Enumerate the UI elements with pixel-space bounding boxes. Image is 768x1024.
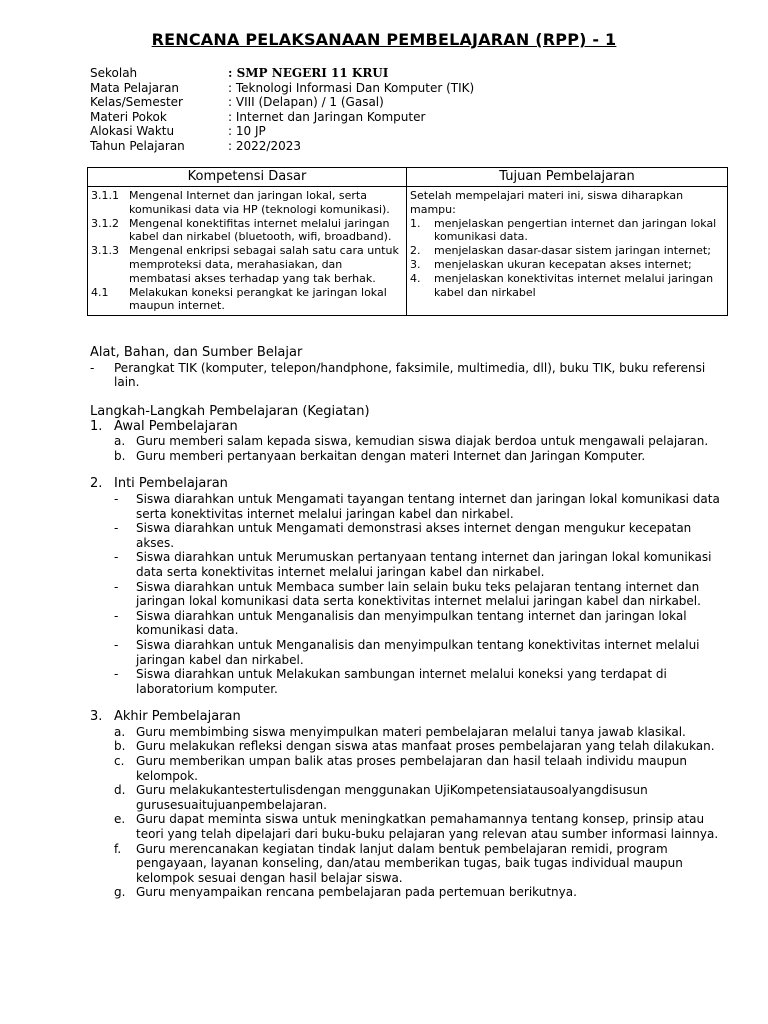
tp-intro: Setelah mempelajari materi ini, siswa diharapkan mampu: xyxy=(410,189,684,216)
list-text: Siswa diarahkan untuk Melakukan sambungan internet melalui koneksi yang terdapat di laboratorium komputer. xyxy=(136,667,667,696)
info-value: : 2022/2023 xyxy=(228,138,301,153)
list-text: Guru melakukantestertulisdengan menggunakan UjiKompetensiatausoalyangdisusun gurusesuaitujuanpembelajaran. xyxy=(136,783,648,812)
list-marker: g. xyxy=(114,885,126,900)
kd-number: 4.1 xyxy=(91,285,109,299)
alat-text: Perangkat TIK (komputer, telepon/handphone, faksimile, multimedia, dll), buku TIK, buku referensi lain. xyxy=(114,360,706,390)
list-marker: - xyxy=(114,521,119,536)
kd-item xyxy=(91,244,403,285)
awal-heading-text: Awal Pembelajaran xyxy=(114,418,238,434)
section-number: 3. xyxy=(90,709,103,725)
list-text: Siswa diarahkan untuk Menganalisis dan menyimpulkan tentang konektivitas internet melalui jaringan kabel dan nirkabel. xyxy=(136,637,700,667)
list-text: Siswa diarahkan untuk Mengamati demonstrasi akses internet dengan mengukur kecepatan akses. xyxy=(136,521,692,550)
info-row-sekolah xyxy=(90,66,474,81)
alat-item xyxy=(90,361,730,390)
section-number: 2. xyxy=(90,476,103,492)
list-item xyxy=(90,842,730,886)
info-row-materi xyxy=(90,110,474,125)
info-row-tahun xyxy=(90,139,474,154)
list-text: Guru memberi salam kepada siswa, kemudian siswa diajak berdoa untuk mengawali pelajaran. xyxy=(136,434,709,449)
tp-item xyxy=(410,217,724,245)
list-text: Siswa diarahkan untuk Merumuskan pertanyaan tentang internet dan jaringan lokal komunikasi data serta konektivitas internet melalui jaringan kabel dan nirkabel. xyxy=(136,550,712,579)
list-text: Guru melakukan refleksi dengan siswa atas manfaat proses pembelajaran yang telah dilakukan. xyxy=(136,739,715,754)
alat-heading-text: Alat, Bahan, dan Sumber Belajar xyxy=(90,345,303,360)
list-item xyxy=(90,434,730,449)
kd-text: Mengenal konektifitas internet melalui jaringan kabel dan nirkabel (bluetooth, wifi, broadband). xyxy=(129,216,392,244)
awal-heading xyxy=(90,420,730,435)
info-value: : VIII (Delapan) / 1 (Gasal) xyxy=(228,95,384,110)
list-marker: a. xyxy=(114,724,126,739)
list-item xyxy=(90,667,730,696)
list-marker: - xyxy=(114,667,119,682)
list-marker: d. xyxy=(114,783,126,798)
inti-heading xyxy=(90,477,730,492)
list-text: Guru merencanakan kegiatan tindak lanjut dalam bentuk pembelajaran remidi, program pengayaan, layanan konseling, dan/atau memberikan tugas, baik tugas individual maupun kelompok sesuai dengan hasil belajar siswa. xyxy=(136,841,683,885)
tp-item xyxy=(410,272,724,300)
list-marker: b. xyxy=(114,739,126,754)
kd-item xyxy=(91,217,403,245)
list-item xyxy=(90,783,730,812)
akhir-heading-text: Akhir Pembelajaran xyxy=(114,709,241,725)
kd-text: Mengenal Internet dan jaringan lokal, serta komunikasi data via HP (teknologi komunikasi). xyxy=(129,189,390,216)
list-marker: c. xyxy=(114,754,125,769)
list-item xyxy=(90,725,730,740)
tp-text: menjelaskan dasar-dasar sistem jaringan internet; xyxy=(434,244,711,258)
list-item xyxy=(90,739,730,754)
list-item xyxy=(90,812,730,841)
list-item xyxy=(90,492,730,521)
tp-number: 4. xyxy=(410,271,421,285)
kd-number: 3.1.2 xyxy=(91,216,119,230)
info-value: : Teknologi Informasi Dan Komputer (TIK) xyxy=(228,80,475,95)
list-item xyxy=(90,754,730,783)
kd-number: 3.1.3 xyxy=(91,244,119,258)
info-label: Mata Pelajaran xyxy=(90,80,180,95)
info-block xyxy=(90,66,474,154)
info-label: Sekolah xyxy=(90,66,138,80)
list-item xyxy=(90,609,730,638)
tp-number: 1. xyxy=(410,216,421,230)
tp-text: menjelaskan konektivitas internet melalui jaringan kabel dan nirkabel xyxy=(434,271,714,299)
list-marker: - xyxy=(114,579,119,594)
list-marker: b. xyxy=(114,448,126,463)
list-item xyxy=(90,449,730,464)
info-row-alokasi xyxy=(90,124,474,139)
list-item xyxy=(90,521,730,550)
kd-text: Mengenal enkripsi sebagai salah satu cara untuk memproteksi data, merahasiakan, dan membatasi akses terhadap yang tak berhak. xyxy=(129,244,399,285)
list-text: Guru memberikan umpan balik atas proses pembelajaran dan hasil telaah individu maupun kelompok. xyxy=(136,754,687,783)
info-label: Tahun Pelajaran xyxy=(90,138,185,153)
list-text: Guru dapat meminta siswa untuk meningkatkan pemahamannya tentang konsep, prinsip atau teori yang telah dipelajari dari buku-buku pelajaran yang relevan atau sumber informasi lainnya. xyxy=(136,812,719,842)
tujuan-cell xyxy=(407,187,728,316)
info-label: Alokasi Waktu xyxy=(90,124,175,139)
kd-number: 3.1.1 xyxy=(91,189,119,202)
alat-section xyxy=(90,346,730,390)
list-text: Siswa diarahkan untuk Menganalisis dan menyimpulkan tentang internet dan jaringan lokal komunikasi data. xyxy=(136,608,687,638)
list-marker: a. xyxy=(114,434,126,449)
tp-item xyxy=(410,244,724,258)
list-item xyxy=(90,580,730,609)
info-value: : 10 JP xyxy=(228,124,266,139)
info-value: : Internet dan Jaringan Komputer xyxy=(228,109,426,124)
competency-table xyxy=(87,167,728,316)
list-item xyxy=(90,885,730,900)
kd-item xyxy=(91,189,403,217)
langkah-heading-text: Langkah-Langkah Pembelajaran (Kegiatan) xyxy=(90,404,370,419)
kompetensi-cell xyxy=(88,187,407,316)
column-header-tujuan: Tujuan Pembelajaran xyxy=(407,168,728,187)
info-label: Materi Pokok xyxy=(90,109,167,124)
info-row-mapel xyxy=(90,81,474,96)
list-text: Guru menyampaikan rencana pembelajaran pada pertemuan berikutnya. xyxy=(136,885,577,900)
info-value: : SMP NEGERI 11 KRUI xyxy=(228,66,389,80)
list-marker: - xyxy=(114,491,119,506)
list-item xyxy=(90,550,730,579)
tp-item xyxy=(410,258,724,272)
list-marker: e. xyxy=(114,812,126,827)
list-marker: - xyxy=(114,608,119,623)
document-title: RENCANA PELAKSANAAN PEMBELAJARAN (RPP) - 1 xyxy=(151,30,617,49)
column-header-kompetensi: Kompetensi Dasar xyxy=(88,168,407,187)
list-marker: - xyxy=(114,637,119,652)
list-text: Siswa diarahkan untuk Membaca sumber lain selain buku teks pelajaran tentang internet dan jaringan lokal komunikasi data serta konektivitas internet melalui jaringan kabel dan nirkabel. xyxy=(136,579,701,609)
info-label: Kelas/Semester xyxy=(90,95,183,110)
tp-text: menjelaskan pengertian internet dan jaringan lokal komunikasi data. xyxy=(434,216,717,244)
info-row-kelas xyxy=(90,95,474,110)
list-text: Guru memberi pertanyaan berkaitan dengan materi Internet dan Jaringan Komputer. xyxy=(136,448,646,463)
tp-text: menjelaskan ukuran kecepatan akses internet; xyxy=(434,257,692,271)
section-number: 1. xyxy=(90,418,103,434)
akhir-heading xyxy=(90,710,730,725)
kd-text: Melakukan koneksi perangkat ke jaringan lokal maupun internet. xyxy=(129,285,387,313)
list-text: Siswa diarahkan untuk Mengamati tayangan tentang internet dan jaringan lokal komunikasi data serta konektivitas internet melalui jaringan kabel dan nirkabel. xyxy=(136,491,720,521)
langkah-heading xyxy=(90,405,730,420)
list-marker: - xyxy=(90,360,95,375)
langkah-section xyxy=(90,405,730,900)
inti-heading-text: Inti Pembelajaran xyxy=(114,476,228,492)
tp-number: 2. xyxy=(410,244,421,258)
list-marker: - xyxy=(114,550,119,565)
alat-heading xyxy=(90,346,730,361)
list-marker: f. xyxy=(114,841,122,856)
tp-number: 3. xyxy=(410,257,421,271)
list-item xyxy=(90,638,730,667)
list-text: Guru membimbing siswa menyimpulkan materi pembelajaran melalui tanya jawab klasikal. xyxy=(136,724,686,739)
kd-item xyxy=(91,286,403,314)
